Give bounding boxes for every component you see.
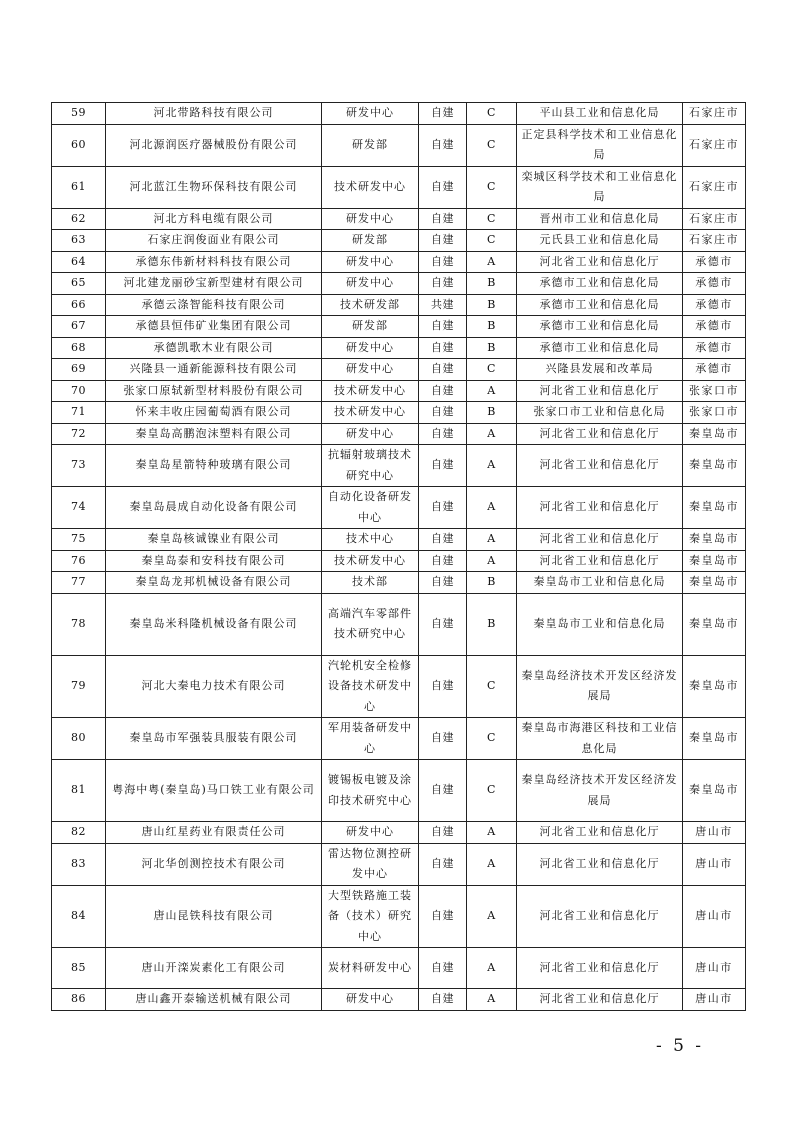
grade-cell: C <box>467 760 517 822</box>
city-cell: 石家庄市 <box>683 124 746 166</box>
company-name-cell: 河北蓝江生物环保科技有限公司 <box>106 166 322 208</box>
table-row <box>52 294 746 316</box>
company-name-cell: 河北华创测控技术有限公司 <box>106 843 322 885</box>
recommending-authority-cell: 秦皇岛经济技术开发区经济发展局 <box>517 655 683 718</box>
row-number-cell: 84 <box>52 885 106 948</box>
recommending-authority-cell: 兴隆县发展和改革局 <box>517 359 683 381</box>
grade-cell: B <box>467 294 517 316</box>
rnd-department-cell: 抗辐射玻璃技术研究中心 <box>322 445 419 487</box>
row-number-cell: 59 <box>52 103 106 125</box>
grade-cell: B <box>467 316 517 338</box>
grade-cell: C <box>467 359 517 381</box>
rnd-department-cell: 研发中心 <box>322 337 419 359</box>
grade-cell: A <box>467 822 517 844</box>
city-cell: 秦皇岛市 <box>683 550 746 572</box>
table-row <box>52 572 746 594</box>
build-mode-cell: 自建 <box>419 380 467 402</box>
grade-cell: A <box>467 948 517 989</box>
city-cell: 唐山市 <box>683 822 746 844</box>
company-name-cell: 兴隆县一通新能源科技有限公司 <box>106 359 322 381</box>
row-number-cell: 74 <box>52 487 106 529</box>
table-row <box>52 166 746 208</box>
grade-cell: B <box>467 572 517 594</box>
company-name-cell: 怀来丰收庄园葡萄酒有限公司 <box>106 402 322 424</box>
company-name-cell: 秦皇岛高鹏泡沫塑料有限公司 <box>106 423 322 445</box>
table-row <box>52 718 746 760</box>
build-mode-cell: 自建 <box>419 230 467 252</box>
table-row <box>52 989 746 1011</box>
city-cell: 承德市 <box>683 337 746 359</box>
grade-cell: A <box>467 843 517 885</box>
row-number-cell: 80 <box>52 718 106 760</box>
row-number-cell: 65 <box>52 273 106 295</box>
table-body <box>52 103 746 1011</box>
rnd-department-cell: 研发中心 <box>322 989 419 1011</box>
company-name-cell: 秦皇岛晨成自动化设备有限公司 <box>106 487 322 529</box>
city-cell: 秦皇岛市 <box>683 487 746 529</box>
row-number-cell: 78 <box>52 593 106 655</box>
row-number-cell: 73 <box>52 445 106 487</box>
rnd-department-cell: 技术研发中心 <box>322 550 419 572</box>
table-row <box>52 655 746 718</box>
company-name-cell: 唐山红星药业有限责任公司 <box>106 822 322 844</box>
city-cell: 石家庄市 <box>683 166 746 208</box>
city-cell: 石家庄市 <box>683 230 746 252</box>
company-name-cell: 唐山鑫开泰输送机械有限公司 <box>106 989 322 1011</box>
city-cell: 秦皇岛市 <box>683 593 746 655</box>
city-cell: 承德市 <box>683 251 746 273</box>
build-mode-cell: 自建 <box>419 166 467 208</box>
grade-cell: A <box>467 989 517 1011</box>
company-name-cell: 秦皇岛核诚镍业有限公司 <box>106 529 322 551</box>
page-number: - 5 - <box>655 1036 705 1056</box>
build-mode-cell: 自建 <box>419 718 467 760</box>
build-mode-cell: 自建 <box>419 124 467 166</box>
rnd-department-cell: 研发部 <box>322 316 419 338</box>
rnd-department-cell: 研发中心 <box>322 822 419 844</box>
recommending-authority-cell: 河北省工业和信息化厅 <box>517 529 683 551</box>
recommending-authority-cell: 晋州市工业和信息化局 <box>517 208 683 230</box>
grade-cell: A <box>467 487 517 529</box>
recommending-authority-cell: 河北省工业和信息化厅 <box>517 989 683 1011</box>
table-row <box>52 885 746 948</box>
table-row <box>52 103 746 125</box>
city-cell: 秦皇岛市 <box>683 718 746 760</box>
company-name-cell: 河北带路科技有限公司 <box>106 103 322 125</box>
table-row <box>52 760 746 822</box>
rnd-department-cell: 研发中心 <box>322 208 419 230</box>
build-mode-cell: 自建 <box>419 359 467 381</box>
city-cell: 唐山市 <box>683 843 746 885</box>
recommending-authority-cell: 河北省工业和信息化厅 <box>517 487 683 529</box>
city-cell: 承德市 <box>683 359 746 381</box>
recommending-authority-cell: 承德市工业和信息化局 <box>517 316 683 338</box>
build-mode-cell: 自建 <box>419 337 467 359</box>
rnd-department-cell: 研发部 <box>322 230 419 252</box>
table-row <box>52 359 746 381</box>
rnd-department-cell: 自动化设备研发中心 <box>322 487 419 529</box>
grade-cell: B <box>467 273 517 295</box>
recommending-authority-cell: 张家口市工业和信息化局 <box>517 402 683 424</box>
company-name-cell: 张家口原轼新型材料股份有限公司 <box>106 380 322 402</box>
table-row <box>52 273 746 295</box>
rnd-department-cell: 研发中心 <box>322 103 419 125</box>
row-number-cell: 64 <box>52 251 106 273</box>
company-name-cell: 承德凯歌木业有限公司 <box>106 337 322 359</box>
row-number-cell: 76 <box>52 550 106 572</box>
build-mode-cell: 自建 <box>419 550 467 572</box>
build-mode-cell: 自建 <box>419 423 467 445</box>
rnd-department-cell: 高端汽车零部件技术研究中心 <box>322 593 419 655</box>
recommending-authority-cell: 栾城区科学技术和工业信息化局 <box>517 166 683 208</box>
recommending-authority-cell: 河北省工业和信息化厅 <box>517 251 683 273</box>
city-cell: 秦皇岛市 <box>683 572 746 594</box>
recommending-authority-cell: 承德市工业和信息化局 <box>517 273 683 295</box>
city-cell: 秦皇岛市 <box>683 760 746 822</box>
build-mode-cell: 自建 <box>419 948 467 989</box>
city-cell: 承德市 <box>683 294 746 316</box>
city-cell: 石家庄市 <box>683 208 746 230</box>
company-name-cell: 秦皇岛星箭特种玻璃有限公司 <box>106 445 322 487</box>
recommending-authority-cell: 秦皇岛市海港区科技和工业信息化局 <box>517 718 683 760</box>
build-mode-cell: 自建 <box>419 989 467 1011</box>
city-cell: 张家口市 <box>683 402 746 424</box>
recommending-authority-cell: 河北省工业和信息化厅 <box>517 423 683 445</box>
company-name-cell: 河北源润医疗器械股份有限公司 <box>106 124 322 166</box>
row-number-cell: 63 <box>52 230 106 252</box>
rnd-department-cell: 研发中心 <box>322 251 419 273</box>
row-number-cell: 71 <box>52 402 106 424</box>
row-number-cell: 75 <box>52 529 106 551</box>
build-mode-cell: 自建 <box>419 402 467 424</box>
grade-cell: B <box>467 402 517 424</box>
row-number-cell: 66 <box>52 294 106 316</box>
recommending-authority-cell: 河北省工业和信息化厅 <box>517 380 683 402</box>
row-number-cell: 86 <box>52 989 106 1011</box>
grade-cell: C <box>467 208 517 230</box>
grade-cell: A <box>467 885 517 948</box>
enterprise-technology-center-table <box>51 102 746 1011</box>
build-mode-cell: 自建 <box>419 208 467 230</box>
city-cell: 承德市 <box>683 273 746 295</box>
table-row <box>52 593 746 655</box>
company-name-cell: 承德云涤智能科技有限公司 <box>106 294 322 316</box>
grade-cell: A <box>467 251 517 273</box>
table-row <box>52 550 746 572</box>
grade-cell: B <box>467 337 517 359</box>
city-cell: 唐山市 <box>683 989 746 1011</box>
row-number-cell: 62 <box>52 208 106 230</box>
rnd-department-cell: 技术研发中心 <box>322 402 419 424</box>
table-row <box>52 402 746 424</box>
row-number-cell: 82 <box>52 822 106 844</box>
build-mode-cell: 自建 <box>419 843 467 885</box>
row-number-cell: 61 <box>52 166 106 208</box>
company-name-cell: 秦皇岛泰和安科技有限公司 <box>106 550 322 572</box>
row-number-cell: 70 <box>52 380 106 402</box>
row-number-cell: 77 <box>52 572 106 594</box>
recommending-authority-cell: 秦皇岛市工业和信息化局 <box>517 593 683 655</box>
recommending-authority-cell: 河北省工业和信息化厅 <box>517 948 683 989</box>
build-mode-cell: 自建 <box>419 593 467 655</box>
rnd-department-cell: 汽轮机安全检修设备技术研发中心 <box>322 655 419 718</box>
row-number-cell: 60 <box>52 124 106 166</box>
rnd-department-cell: 炭材料研发中心 <box>322 948 419 989</box>
company-name-cell: 河北建龙丽砂宝新型建材有限公司 <box>106 273 322 295</box>
grade-cell: A <box>467 445 517 487</box>
grade-cell: A <box>467 423 517 445</box>
table-row <box>52 423 746 445</box>
recommending-authority-cell: 秦皇岛经济技术开发区经济发展局 <box>517 760 683 822</box>
recommending-authority-cell: 承德市工业和信息化局 <box>517 337 683 359</box>
row-number-cell: 81 <box>52 760 106 822</box>
table-row <box>52 337 746 359</box>
build-mode-cell: 自建 <box>419 445 467 487</box>
rnd-department-cell: 雷达物位测控研发中心 <box>322 843 419 885</box>
company-name-cell: 河北方科电缆有限公司 <box>106 208 322 230</box>
recommending-authority-cell: 河北省工业和信息化厅 <box>517 885 683 948</box>
rnd-department-cell: 军用装备研发中心 <box>322 718 419 760</box>
rnd-department-cell: 镀锡板电镀及涂印技术研究中心 <box>322 760 419 822</box>
city-cell: 秦皇岛市 <box>683 445 746 487</box>
rnd-department-cell: 研发中心 <box>322 423 419 445</box>
recommending-authority-cell: 河北省工业和信息化厅 <box>517 550 683 572</box>
rnd-department-cell: 技术研发部 <box>322 294 419 316</box>
row-number-cell: 72 <box>52 423 106 445</box>
grade-cell: B <box>467 593 517 655</box>
recommending-authority-cell: 河北省工业和信息化厅 <box>517 822 683 844</box>
grade-cell: C <box>467 718 517 760</box>
table-row <box>52 124 746 166</box>
company-name-cell: 秦皇岛市军强装具服装有限公司 <box>106 718 322 760</box>
table-row <box>52 822 746 844</box>
rnd-department-cell: 研发中心 <box>322 359 419 381</box>
recommending-authority-cell: 河北省工业和信息化厅 <box>517 445 683 487</box>
build-mode-cell: 自建 <box>419 885 467 948</box>
table-row <box>52 487 746 529</box>
table-row <box>52 251 746 273</box>
table-row <box>52 380 746 402</box>
recommending-authority-cell: 承德市工业和信息化局 <box>517 294 683 316</box>
row-number-cell: 67 <box>52 316 106 338</box>
city-cell: 秦皇岛市 <box>683 655 746 718</box>
build-mode-cell: 自建 <box>419 572 467 594</box>
table-row <box>52 948 746 989</box>
company-name-cell: 唐山开滦炭素化工有限公司 <box>106 948 322 989</box>
row-number-cell: 69 <box>52 359 106 381</box>
build-mode-cell: 自建 <box>419 251 467 273</box>
rnd-department-cell: 研发中心 <box>322 273 419 295</box>
city-cell: 承德市 <box>683 316 746 338</box>
table-row <box>52 529 746 551</box>
company-name-cell: 粤海中粤(秦皇岛)马口铁工业有限公司 <box>106 760 322 822</box>
table-row <box>52 230 746 252</box>
table-row <box>52 208 746 230</box>
row-number-cell: 83 <box>52 843 106 885</box>
table-row <box>52 316 746 338</box>
build-mode-cell: 自建 <box>419 760 467 822</box>
company-name-cell: 承德东伟新材料科技有限公司 <box>106 251 322 273</box>
grade-cell: A <box>467 529 517 551</box>
grade-cell: A <box>467 550 517 572</box>
build-mode-cell: 自建 <box>419 822 467 844</box>
grade-cell: C <box>467 655 517 718</box>
rnd-department-cell: 技术部 <box>322 572 419 594</box>
recommending-authority-cell: 正定县科学技术和工业信息化局 <box>517 124 683 166</box>
row-number-cell: 68 <box>52 337 106 359</box>
grade-cell: C <box>467 103 517 125</box>
city-cell: 石家庄市 <box>683 103 746 125</box>
table-row <box>52 445 746 487</box>
city-cell: 秦皇岛市 <box>683 423 746 445</box>
build-mode-cell: 自建 <box>419 655 467 718</box>
build-mode-cell: 自建 <box>419 103 467 125</box>
company-name-cell: 石家庄润俊面业有限公司 <box>106 230 322 252</box>
rnd-department-cell: 技术中心 <box>322 529 419 551</box>
rnd-department-cell: 大型铁路施工装备（技术）研究中心 <box>322 885 419 948</box>
company-name-cell: 秦皇岛米科隆机械设备有限公司 <box>106 593 322 655</box>
build-mode-cell: 自建 <box>419 529 467 551</box>
row-number-cell: 85 <box>52 948 106 989</box>
grade-cell: A <box>467 380 517 402</box>
city-cell: 张家口市 <box>683 380 746 402</box>
company-name-cell: 河北大秦电力技术有限公司 <box>106 655 322 718</box>
table-row <box>52 843 746 885</box>
build-mode-cell: 自建 <box>419 316 467 338</box>
grade-cell: C <box>467 124 517 166</box>
company-name-cell: 秦皇岛龙邦机械设备有限公司 <box>106 572 322 594</box>
rnd-department-cell: 技术研发中心 <box>322 166 419 208</box>
grade-cell: C <box>467 166 517 208</box>
build-mode-cell: 自建 <box>419 273 467 295</box>
rnd-department-cell: 技术研发中心 <box>322 380 419 402</box>
recommending-authority-cell: 元氏县工业和信息化局 <box>517 230 683 252</box>
build-mode-cell: 自建 <box>419 487 467 529</box>
recommending-authority-cell: 平山县工业和信息化局 <box>517 103 683 125</box>
recommending-authority-cell: 河北省工业和信息化厅 <box>517 843 683 885</box>
grade-cell: C <box>467 230 517 252</box>
row-number-cell: 79 <box>52 655 106 718</box>
city-cell: 唐山市 <box>683 948 746 989</box>
recommending-authority-cell: 秦皇岛市工业和信息化局 <box>517 572 683 594</box>
city-cell: 秦皇岛市 <box>683 529 746 551</box>
rnd-department-cell: 研发部 <box>322 124 419 166</box>
city-cell: 唐山市 <box>683 885 746 948</box>
build-mode-cell: 共建 <box>419 294 467 316</box>
company-name-cell: 承德县恒伟矿业集团有限公司 <box>106 316 322 338</box>
company-name-cell: 唐山昆铁科技有限公司 <box>106 885 322 948</box>
